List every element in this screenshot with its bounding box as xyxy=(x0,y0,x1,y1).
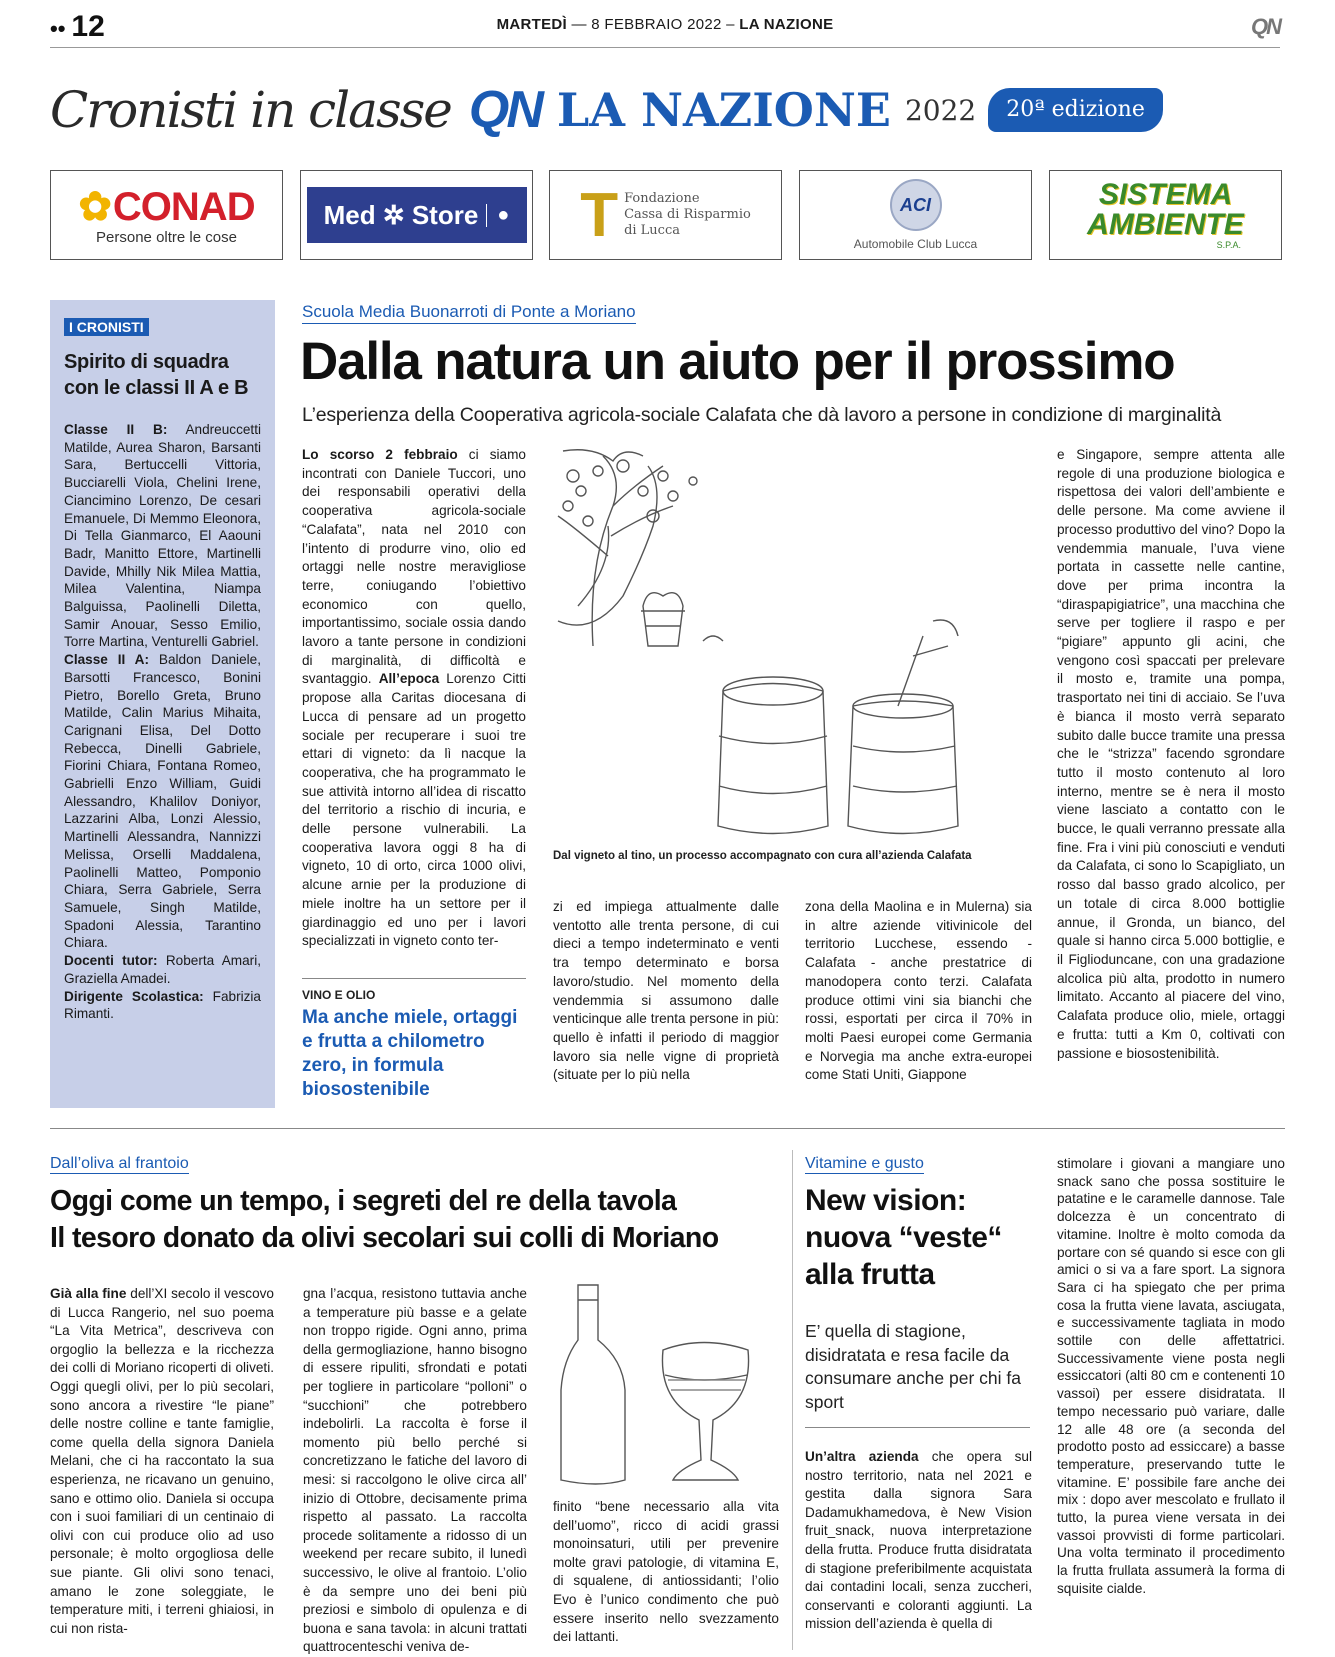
sidebar-body xyxy=(64,421,261,1023)
dateline-dash: — xyxy=(571,16,592,33)
docenti-names: Roberta Amari, Graziella Amadei. xyxy=(64,953,262,986)
classe-b-label: Classe II B: xyxy=(64,422,168,437)
aci-logo-icon: ACI xyxy=(890,179,942,231)
fruit-column-1 xyxy=(805,1448,1032,1634)
olive-headline xyxy=(50,1183,790,1257)
main-headline: Dalla natura un aiuto per il prossimo xyxy=(300,332,1175,391)
qn-logo-small: QN xyxy=(1251,14,1280,39)
fruit-subhead: E’ quella di stagione, disidratata e resa facile da consumare anche per chi fa sport xyxy=(805,1321,1021,1412)
fruit-kicker: Vitamine e gusto xyxy=(805,1155,924,1172)
flower-icon: ✿ xyxy=(78,184,111,229)
fondazione-name xyxy=(624,191,751,239)
sponsor-medstore[interactable] xyxy=(300,170,533,260)
main-kicker: Scuola Media Buonarroti di Ponte a Moriano xyxy=(302,302,636,324)
classe-b-names: Andreuccetti Matilde, Aurea Sharon, Barsanti Sara, Bertuccelli Vittoria, Bucciarelli Viola, Chelini Irene, Ciancimino Lorenzo, De cesari Emanuele, Di Memmo Eleonora, Di Tella Gianmarco, El Aaouni Badr, Manitto Ettore, Martinelli Davide, Mhilly Nik Milea Mattia, Milea Valentina, Niampa Balguissa, Paolinelli Diletta, Samir Anouar, Sesso Emilio, Torre Martina, Venturelli Gabriel. xyxy=(64,422,261,650)
conad-tagline: Persone oltre le cose xyxy=(96,228,237,246)
main-column-1 xyxy=(302,446,526,951)
sponsor-fondazione[interactable] xyxy=(549,170,782,260)
dateline-date: 8 FEBBRAIO 2022 xyxy=(591,16,722,33)
section-divider xyxy=(50,1128,1285,1129)
sistema-suffix: S.P.A. xyxy=(1216,239,1241,250)
main-column-3: zona della Maolina e in Mulerna) sia in altre aziende vitivinicole del territorio Lucchese, essendo - Calafata - anche prestatrice di manodopera conto terzi. Calafata produce ottimi vini sia bianchi che rossi, esportati per circa il 70% in molti Paesi europei come Germania e Norvegia ma anche extra-europei come Stati Uniti, Giappone xyxy=(805,899,1032,1083)
masthead xyxy=(50,70,1285,150)
sponsor-aci[interactable] xyxy=(799,170,1032,260)
tau-cross-icon: T xyxy=(580,180,619,250)
box-rule xyxy=(302,978,526,979)
sponsor-conad[interactable] xyxy=(50,170,283,260)
medstore-name: Med ✲ Store xyxy=(323,199,479,230)
illustration-caption: Dal vigneto al tino, un processo accompagnato con cura all’azienda Calafata xyxy=(553,850,972,862)
bottle-sketch xyxy=(561,1285,625,1484)
apple-icon: ● xyxy=(486,204,509,227)
col1-text-2: Lorenzo Citti propose alla Caritas diocesana di Lucca di pensare ad un progetto sociale per recuperare i suoi tre ettari di vigneto: da lì nacque la cooperativa, che ha programmato le sue attività intorno all’idea di riscatto del territorio a rischio di incuria, e delle persone vulnerabili. La cooperativa lavora oggi 8 ha di vigneto, 10 di orto, circa 1000 olivi, alcune arnie per la produzione di miele inoltre ha un settore per il giardinaggio ed uno per i lavori specializzati in vigneto conto ter- xyxy=(302,671,527,949)
fondazione-line-2: Cassa di Risparmio xyxy=(624,207,751,222)
main-column-4: e Singapore, sempre attenta alle regole di una produzione biologica e rispettosa dei valori dell’ambiente e delle persone. Ma come avviene il processo produttivo del vino? Dopo la vendemmia manuale, l’uva viene portata in cassette nelle cantine, dove per prima incontra la “diraspapigiatrice”, una macchina che serve per togliere il raspo e per “pigiare” appunto gli acini, che vengono così spaccati per prelevare il mosto e, tramite una pompa, trasportato nei tini di acciaio. Se l’uva è bianca il mosto verrà separato subito dalle bucce tramite una pressa che le “strizza” facendo sgrondare tutto il mosto contenuto al loro interno, mentre se è nera il mosto viene lasciato a contatto con le bucce, le quali verranno pressate alla fine. Fra i vini più conosciuti e venduti da Calafata, ci sono lo Scapigliato, un rosso dal basso grado alcolico, per un totale di circa 8.000 bottiglie annue, il Gronda, un bianco, del quale si hanno circa 5.000 bottiglie, e il Figlioduncane, con una gradazione alcolica più alta, prodotto in numero limitato. Accanto al piacere del vino, Calafata produce olio, miele, ortaggi e frutta: tutti a Km 0, coltivati con passione e biosostenibilità. xyxy=(1057,447,1285,1061)
fruit-col1-lead: Un’altra azienda xyxy=(805,1449,919,1464)
olive-headline-line-1: Oggi come un tempo, i segreti del re della tavola xyxy=(50,1185,677,1217)
barrel-sketch xyxy=(718,684,828,834)
fondazione-line-3: di Lucca xyxy=(624,223,680,238)
dateline xyxy=(250,16,1080,33)
medstore-logo xyxy=(307,187,527,243)
edition-badge: 20ª edizione xyxy=(988,88,1163,132)
olive-headline-line-2: Il tesoro donato da olivi secolari sui colli di Moriano xyxy=(50,1222,719,1254)
classe-a-names: Baldon Daniele, Barsotti Francesco, Bonini Pietro, Borello Greta, Bruno Matilde, Calin Marius Mihaita, Carignani Elisa, Del Dotto Rebecca, Dinelli Gabriele, Fiorini Chiara, Fontana Romeo, Gabrielli Enzo William, Guidi Alessandro, Khalilov Doniyor, Lazzarini Alba, Lonzi Alessio, Martinelli Alessandra, Nannizzi Melissa, Orselli Maddalena, Paolinelli Matteo, Pomponio Chiara, Serra Gabriele, Serra Samuele, Singh Matilde, Spadoni Alessia, Tarantino Chiara. xyxy=(64,652,261,951)
col1-text: ci siamo incontrati con Daniele Tuccori, uno dei responsabili operativi della cooperativa agricola-sociale “Calafata”, nata nel 2010 con l’intento di produrre vino, olio ed ortaggi nelle nostre meravigliose terre, coniugando l’obiettivo economico con quello, importantissimo, sociale ossia dando lavoro a tante persone in condizioni di marginalità, di difficoltà e svantaggio. xyxy=(302,447,526,687)
sistema-line-1: SISTEMA xyxy=(1098,177,1233,211)
aci-name: Automobile Club Lucca xyxy=(853,237,978,251)
olive-column-2: gna l’acqua, resistono tuttavia anche a temperature più basse e a gelate non troppo rigide. Ogni anno, prima della germogliazione, hanno bisogno di essere ripuliti, sfrondati e potati per togliere in particolare “polloni” o “succhioni” che potrebbero indebolirli. La raccolta è forse il momento più bello perché si concretizzano le fatiche del lavoro di mesi: si raccolgono le olive circa all’ inizio di Ottobre, decisamente prima rispetto al passato. La raccolta procede solitamente a ridosso di un weekend per recare subito, il lunedì successivo, le olive al frantoio. L’olio è da sempre uno dei beni più preziosi e simbolo di opulenza e di buona e sana tavola: in alcuni trattati quattrocenteschi veniva de- xyxy=(303,1286,527,1655)
dateline-paper: LA NAZIONE xyxy=(739,16,834,33)
vine-sketch xyxy=(563,450,643,461)
column-separator xyxy=(792,1150,793,1650)
conad-logo xyxy=(78,185,254,229)
olive-column-3: finito “bene necessario alla vita dell’uomo”, ricco di acidi grassi monoinsaturi, utili per prevenire molte gravi patologie, di vitamina E, di squalene, di antiossidanti; l’olio Evo è l’unico condimento che può essere inserito nello svezzamento dei lattanti. xyxy=(553,1499,779,1645)
page-number-value: 12 xyxy=(71,10,105,43)
conad-name: CONAD xyxy=(112,184,255,229)
col1-lead-2: All’epoca xyxy=(378,671,440,687)
press-sketch xyxy=(848,701,958,834)
la-nazione-logo: LA NAZIONE xyxy=(556,83,891,137)
classe-a-label: Classe II A: xyxy=(64,652,150,668)
sistema-line-2: AMBIENTE xyxy=(1087,207,1244,241)
dateline-day: MARTEDÌ xyxy=(496,16,568,33)
cronisti-sidebar xyxy=(50,300,275,1108)
olive-col1-text: dell’XI secolo il vescovo di Lucca Rangerio, nel suo poema “La Vita Metrica”, descriveva con orgoglio la bellezza e la ricchezza dei colli di Moriano ricoperti di oliveti. Oggi quegli olivi, per lo più secolari, sono ancora a rivestire “le piane” delle nostre colline e tante famiglie, come quella della signora Daniela Melani, che ci ha raccontato la sua esperienza, ne ricavano un genuino, sano e ottimo olio. Daniela si occupa con i suoi familiari di un centinaio di olivi con cui produce olio ad uso personale; è molto orgogliosa delle sue piante. Gli olivi sono tenaci, amano le zone soleggiate, le temperature miti, i terreni ghiaiosi, in cui non rista- xyxy=(50,1286,274,1636)
bottle-glass-illustration xyxy=(553,1280,783,1490)
sistema-logo xyxy=(1087,177,1244,241)
dateline-dash2: – xyxy=(726,16,740,33)
page-dots: •• xyxy=(50,16,66,41)
fondazione-line-1: Fondazione xyxy=(624,191,700,206)
vineyard-illustration xyxy=(553,446,1033,836)
col1-lead: Lo scorso 2 febbraio xyxy=(302,447,458,462)
page-header xyxy=(50,8,1280,48)
fruit-rule xyxy=(805,1427,1030,1428)
box-tag: VINO E OLIO xyxy=(302,988,376,1002)
qn-logo: QN xyxy=(468,81,541,139)
glass-sketch xyxy=(662,1343,748,1481)
dirigente-label: Dirigente Scolastica: xyxy=(64,988,204,1004)
docenti-label: Docenti tutor: xyxy=(64,953,158,969)
masthead-year: 2022 xyxy=(904,93,977,127)
sponsor-sistema-ambiente[interactable] xyxy=(1049,170,1282,260)
box-headline: Ma anche miele, ortaggi e frutta a chilometro zero, in formula biosostenibile xyxy=(302,1007,518,1100)
dirigente-name: Fabrizia Rimanti. xyxy=(64,988,261,1022)
fruit-headline: New vision: nuova “veste“ alla frutta xyxy=(805,1184,1002,1291)
olive-column-1 xyxy=(50,1285,274,1638)
fruit-col1-text: che opera sul nostro territorio, nata nel 2021 e gestita dalla signora Sara Dadamukhamedova, è New Vision fruit_snack, nuova interpretazione della frutta. Produce frutta disidratata di stagione preferibilmente acquistata dai contadini locali, senza zuccheri, conservanti e coloranti aggiunti. La mission dell’azienda è quella di xyxy=(805,1449,1032,1632)
page-number xyxy=(50,10,105,44)
fruit-column-2: stimolare i giovani a mangiare uno snack sano che possa sostituire le patatine e le caramelle dannose. Tale dolcezza è un concentrato di vitamine. Inoltre è molto comoda da portare con sé quando si esce con gli amici o si va a fare sport. La signora Sara ci ha spiegato che per prima cosa la frutta viene lavata, asciugata, e successivamente tagliata in modo sottile con delle affettatrici. Successivamente viene posta negli essiccatori (alti 80 cm e contenenti 10 vassoi) per essere disidratata. Il tempo necessario può variare, dalle 12 alle 48 ore (a seconda del prodotto posto ad essiccare) a basse temperature, preservando tutte le vitamine. E’ possibile fare anche dei mix : dopo aver mescolato e frullato il tutto, la purea viene versata in dei vassoi provvisti di forme particolari. Una volta terminato il procedimento la frutta frullata assumerà la forma di squisite cialde. xyxy=(1057,1156,1285,1596)
main-column-2: zi ed impiega attualmente dalle ventotto alle trenta persone, di cui dieci a tempo indeterminato e venti tra tempo determinato e borsa lavoro/studio. Nel momento della vendemmia si assumono dalle venticinque alle trenta persone in più: quello è infatti il periodo di maggior lavoro sia nelle vigne di proprietà (situate per lo più nella xyxy=(553,899,779,1083)
cronisti-title: Cronisti in classe xyxy=(50,81,451,139)
main-subhead: L’esperienza della Cooperativa agricola-sociale Calafata che dà lavoro a persone in condizione di marginalità xyxy=(302,404,1222,426)
sidebar-tag: I CRONISTI xyxy=(64,318,149,336)
olive-col1-lead: Già alla fine xyxy=(50,1286,127,1301)
olive-kicker: Dall’oliva al frantoio xyxy=(50,1155,189,1172)
sidebar-title: Spirito di squadra con le classi II A e B xyxy=(64,351,249,399)
basket-sketch xyxy=(643,593,683,646)
